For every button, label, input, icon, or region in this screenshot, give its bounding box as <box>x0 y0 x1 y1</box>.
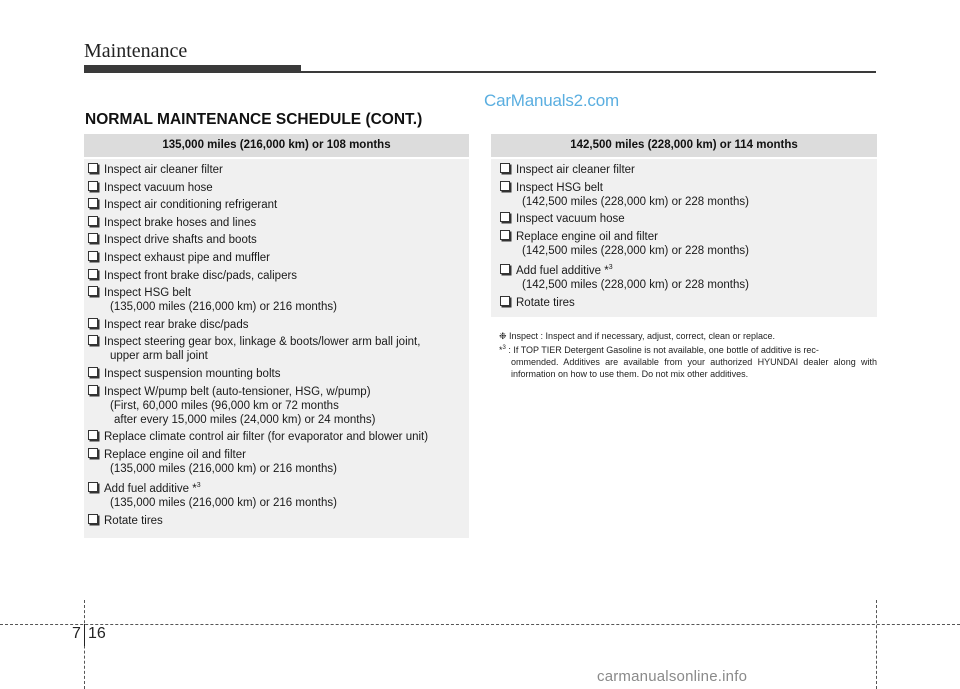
checkbox-icon <box>88 163 98 173</box>
checkbox-icon <box>88 335 98 345</box>
checklist-item-main <box>88 335 469 349</box>
checklist-item <box>84 216 469 230</box>
footer-watermark: carmanualsonline.info <box>597 668 748 685</box>
checklist-item-label: Inspect air cleaner filter <box>516 164 635 176</box>
checklist-item <box>84 198 469 212</box>
schedule-box-title: 142,500 miles (228,000 km) or 114 months <box>491 134 877 157</box>
checkbox-icon <box>88 318 98 328</box>
checklist-item <box>491 296 877 310</box>
checklist-item <box>84 251 469 265</box>
checklist-item-label: Inspect rear brake disc/pads <box>104 318 249 331</box>
checklist-item-detail: (142,500 miles (228,000 km) or 228 months) <box>522 195 749 208</box>
header-bar <box>84 65 301 73</box>
footnote-mark: * <box>499 345 503 355</box>
crop-mark-horizontal <box>0 624 960 625</box>
checklist-item <box>84 318 469 332</box>
page-heading: NORMAL MAINTENANCE SCHEDULE (CONT.) <box>85 111 423 128</box>
checklist-item-label: Inspect HSG belt <box>104 287 191 300</box>
checklist-item-main <box>88 181 469 195</box>
schedule-box-135000 <box>84 134 469 538</box>
checklist-item-label: Inspect steering gear box, linkage & boots/lower arm ball joint, <box>104 336 421 349</box>
checklist-item-main <box>88 251 469 265</box>
checklist-item-label: Add fuel additive * <box>104 483 197 496</box>
page-number-separator <box>84 624 85 646</box>
checklist-item-label: Inspect exhaust pipe and muffler <box>104 251 271 264</box>
watermark-logo: CarManuals2.com <box>484 91 619 110</box>
checklist-item-label: Rotate tires <box>104 514 163 527</box>
checklist-item <box>84 233 469 247</box>
checklist-item <box>84 181 469 195</box>
checkbox-icon <box>88 233 98 243</box>
checklist-item-label: Inspect vacuum hose <box>516 213 625 226</box>
inspect-note: ❉ Inspect : Inspect and if necessary, adjust, correct, clean or replace. <box>499 331 776 341</box>
footnote-ref: 3 <box>608 264 613 272</box>
checklist-item-label: Inspect brake hoses and lines <box>104 216 257 229</box>
checklist-item-detail: (135,000 miles (216,000 km) or 216 months) <box>110 462 337 475</box>
header-rule <box>301 71 876 73</box>
checklist-item-label: Replace engine oil and filter <box>104 448 246 461</box>
checklist-item-main <box>88 269 469 283</box>
checklist <box>491 159 877 310</box>
checklist-item <box>84 514 469 528</box>
checklist-item-main <box>88 216 469 230</box>
checklist-item <box>84 479 469 510</box>
checklist-item-main <box>88 514 469 528</box>
checklist-item-detail: after every 15,000 miles (24,000 km) or 24 months) <box>114 413 376 426</box>
checklist-item <box>84 163 469 177</box>
checklist-item-main <box>500 230 877 244</box>
checkbox-icon <box>88 385 98 395</box>
checklist-item-label: Rotate tires <box>516 296 575 309</box>
checkbox-icon <box>88 286 98 296</box>
footnote-ref: 3 <box>196 482 201 490</box>
checkbox-icon <box>88 367 98 377</box>
checklist-item-main <box>500 163 877 177</box>
checklist-item-detail: (135,000 miles (216,000 km) or 216 months) <box>110 301 337 314</box>
checklist-item-main <box>88 479 469 496</box>
checkbox-icon <box>88 269 98 279</box>
checklist-item-main <box>88 318 469 332</box>
checklist-item-main <box>88 198 469 212</box>
footnote-number: 3 <box>502 345 506 351</box>
checklist-item <box>84 286 469 314</box>
checklist-item-detail: (142,500 miles (228,000 km) or 228 months) <box>522 244 749 257</box>
checklist-item-main <box>88 430 469 444</box>
checklist-item <box>491 261 877 292</box>
crop-mark-right <box>876 600 877 689</box>
checklist-item <box>84 448 469 476</box>
checklist-item-label: Add fuel additive * <box>516 265 609 278</box>
checklist-item-detail: (First, 60,000 miles (96,000 km or 72 months <box>110 399 339 412</box>
checklist-item-detail: (135,000 miles (216,000 km) or 216 months) <box>110 497 337 510</box>
checklist-item <box>491 163 877 177</box>
checklist-item-main <box>500 296 877 310</box>
checklist-item <box>84 335 469 363</box>
checklist-item-detail: (142,500 miles (228,000 km) or 228 months) <box>522 279 749 292</box>
schedule-box-142500 <box>491 134 877 317</box>
schedule-box-title: 135,000 miles (216,000 km) or 108 months <box>84 134 469 157</box>
checklist-item-label: Inspect suspension mounting bolts <box>104 367 281 380</box>
checkbox-icon <box>88 482 98 492</box>
checkbox-icon <box>88 198 98 208</box>
checklist-item-label: Inspect W/pump belt (auto-tensioner, HSG, w/pump) <box>104 385 371 398</box>
checklist-item-label: Replace climate control air filter (for evaporator and blower unit) <box>104 431 429 444</box>
checklist <box>84 159 469 528</box>
checkbox-icon <box>500 181 510 191</box>
checklist-item-main <box>500 212 877 226</box>
checklist-item-main <box>500 181 877 195</box>
checklist-item <box>84 385 469 427</box>
checklist-item <box>491 181 877 209</box>
checklist-item-main <box>88 286 469 300</box>
page-number: 16 <box>88 625 106 642</box>
footnote-text-rest: ommended. Additives are available from your authorized HYUNDAI dealer along with information on how to use them. Do not mix other additives. <box>511 357 877 379</box>
chapter-number: 7 <box>72 625 81 642</box>
checklist-item-label: Inspect vacuum hose <box>104 181 213 194</box>
checklist-item-main <box>88 163 469 177</box>
checklist-item-main <box>88 367 469 381</box>
checklist-item-label: Replace engine oil and filter <box>516 230 658 243</box>
checklist-item-main <box>88 233 469 247</box>
checklist-item-detail: upper arm ball joint <box>110 350 208 363</box>
checklist-item <box>491 230 877 258</box>
checklist-item-label: Inspect front brake disc/pads, calipers <box>104 269 298 282</box>
checklist-item-label: Inspect drive shafts and boots <box>104 234 257 247</box>
checklist-item <box>84 269 469 283</box>
checkbox-icon <box>88 448 98 458</box>
checklist-item-label: Inspect air cleaner filter <box>104 164 223 176</box>
checkbox-icon <box>500 163 510 173</box>
checkbox-icon <box>88 216 98 226</box>
checkbox-icon <box>88 514 98 524</box>
checklist-item-main <box>88 385 469 399</box>
checkbox-icon <box>500 296 510 306</box>
checklist-item-main <box>500 261 877 278</box>
checkbox-icon <box>500 230 510 240</box>
checkbox-icon <box>500 264 510 274</box>
checklist-item <box>491 212 877 226</box>
checklist-item-label: Inspect air conditioning refrigerant <box>104 199 278 212</box>
checkbox-icon <box>88 430 98 440</box>
checklist-item-main <box>88 448 469 462</box>
checklist-item <box>84 430 469 444</box>
section-title: Maintenance <box>84 40 188 62</box>
checklist-item-label: Inspect HSG belt <box>516 181 603 194</box>
checkbox-icon <box>88 251 98 261</box>
checklist-item <box>84 367 469 381</box>
footnote-3 <box>499 342 877 356</box>
checkbox-icon <box>88 181 98 191</box>
notes <box>499 330 877 380</box>
footnote-text-first: : If TOP TIER Detergent Gasoline is not available, one bottle of additive is rec- <box>505 345 819 355</box>
checkbox-icon <box>500 212 510 222</box>
